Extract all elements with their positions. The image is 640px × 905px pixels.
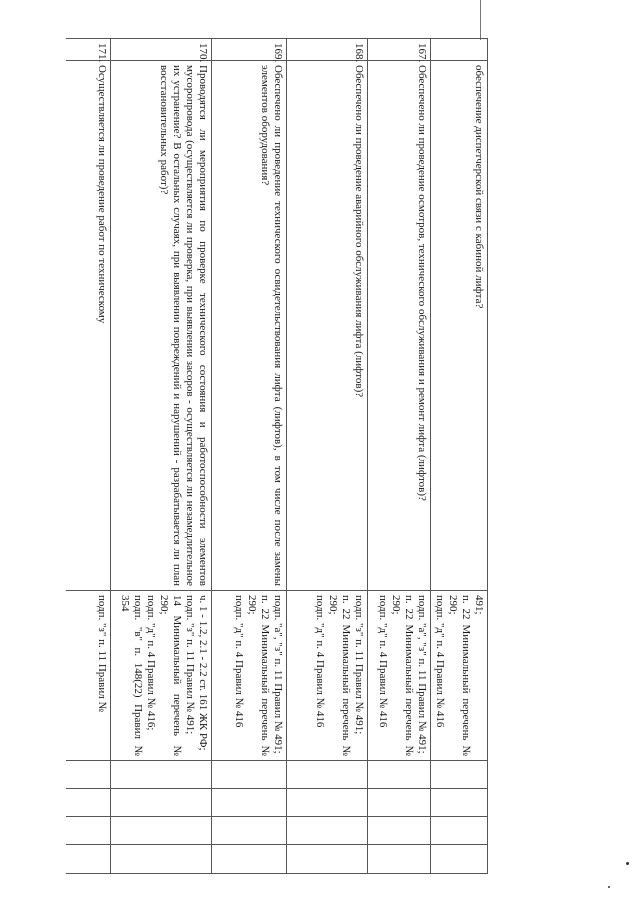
checklist-body	[66, 39, 488, 874]
table-row	[368, 39, 431, 874]
answer-cell	[66, 789, 111, 817]
requirement-question: Проводятся ли мероприятия по проверке технического состояния и работоспособности элементов мусоропровода (осуществляется ли проверка, при выявлении засоров - осуществляется ли незамедлительное их устранение? В остальных случаях, при выявлении повреждений и нарушений - разрабатывается ли план восстановительных работ)?	[111, 61, 212, 591]
table-row	[287, 39, 368, 874]
answer-cell	[111, 845, 212, 874]
answer-cell	[212, 845, 287, 874]
answer-cell	[212, 761, 287, 789]
table-row	[111, 39, 212, 874]
answer-cell	[212, 789, 287, 817]
requirement-question: Осуществляется ли проведение работ по техническому	[66, 61, 111, 591]
answer-cell	[431, 817, 488, 845]
answer-cell	[111, 817, 212, 845]
requirement-question: обеспечение диспетчерской связи с кабиной лифта?	[431, 61, 488, 591]
answer-cell	[287, 789, 368, 817]
row-number: 171.	[66, 39, 111, 61]
answer-cell	[66, 845, 111, 874]
answer-cell	[212, 817, 287, 845]
table-row	[431, 39, 488, 874]
answer-cell	[368, 817, 431, 845]
requirement-question: Обеспечено ли проведение аварийного обслуживания лифта (лифтов)?	[287, 61, 368, 591]
answer-cell	[431, 845, 488, 874]
answer-cell	[368, 789, 431, 817]
requirement-question: Обеспечено ли проведение технического освидетельствования лифта (лифтов), в том числе после замены элементов оборудования?	[212, 61, 287, 591]
row-number	[431, 39, 488, 61]
legal-reference: 491; п. 22 Минимальный перечень № 290; подп. "д" п. 4 Правил № 416	[431, 591, 488, 761]
answer-cell	[368, 845, 431, 874]
row-number: 169.	[212, 39, 287, 61]
requirement-question: Обеспечено ли проведение осмотров, технического обслуживания и ремонт лифта (лифтов)?	[368, 61, 431, 591]
answer-cell	[431, 761, 488, 789]
legal-reference: подп. "з" п. 11 Правил № 491; п. 22 Минимальный перечень № 290; подп. "д" п. 4 Правил № 416	[287, 591, 368, 761]
answer-cell	[287, 761, 368, 789]
answer-cell	[66, 761, 111, 789]
checklist-table	[66, 38, 488, 874]
row-number: 170.	[111, 39, 212, 61]
row-number: 168.	[287, 39, 368, 61]
table-row	[212, 39, 287, 874]
legal-reference: подп. "а", "з" п. 11 Правил № 491; п. 22 Минимальный перечень № 290; подп. "д" п. 4 Правил № 416	[368, 591, 431, 761]
answer-cell	[431, 789, 488, 817]
legal-reference: подп. "а", "з" п. 11 Правил № 491; п. 22 Минимальный перечень № 290; подп. "д" п. 4 Правил № 416	[212, 591, 287, 761]
row-number: 167.	[368, 39, 431, 61]
table-row	[66, 39, 111, 874]
answer-cell	[66, 817, 111, 845]
answer-cell	[111, 761, 212, 789]
answer-cell	[287, 845, 368, 874]
answer-cell	[368, 761, 431, 789]
answer-cell	[287, 817, 368, 845]
legal-reference: подп. "з" п. 11 Правил №	[66, 591, 111, 761]
legal-reference: ч. 1 - 1.2, 2.1 - 2.2 ст. 161 ЖК РФ; подп. "з" п. 11 Правил № 491; 14 Минимальный перечень № 290; подп. "д" п. 4 Правил № 416; подп. "в" п. 148(22) Правил № 354	[111, 591, 212, 761]
answer-cell	[111, 789, 212, 817]
